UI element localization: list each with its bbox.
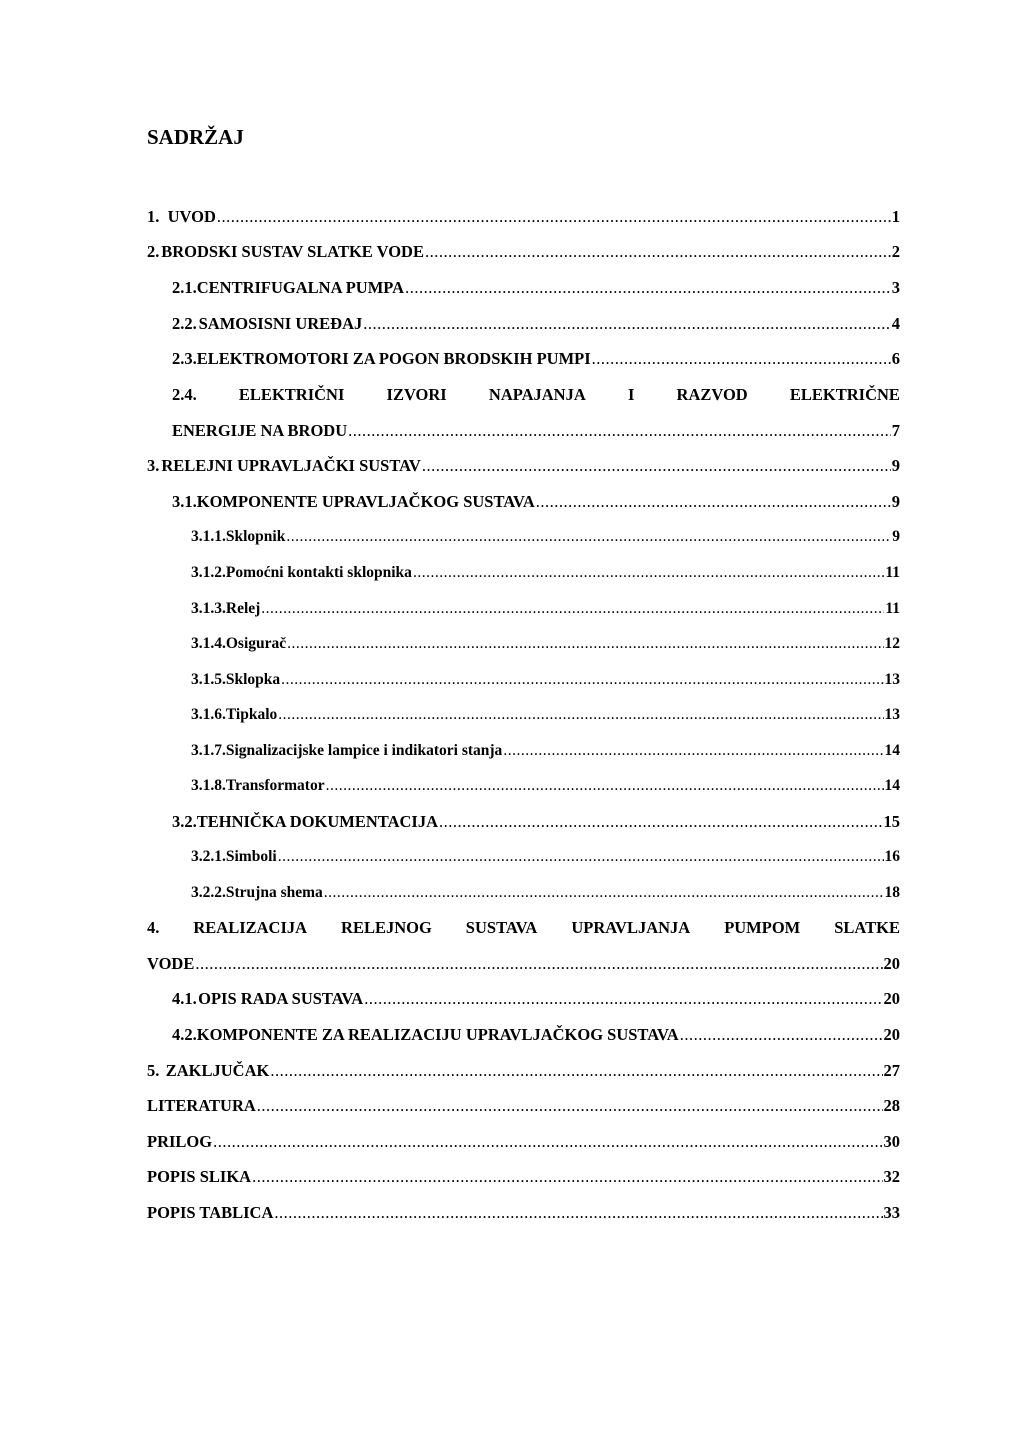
toc-entry[interactable] <box>191 702 900 728</box>
toc-entry[interactable] <box>191 560 900 586</box>
toc-number: 3.1.7. <box>191 742 226 759</box>
toc-entry[interactable] <box>172 346 900 372</box>
toc-page: 15 <box>883 812 900 831</box>
toc-page: 14 <box>884 777 900 794</box>
toc-word: ELEKTRIČNE <box>789 385 900 404</box>
toc-label: BRODSKI SUSTAV SLATKE VODE <box>161 242 424 261</box>
toc-page: 9 <box>891 492 900 511</box>
toc-page: 20 <box>883 954 900 973</box>
toc-label: ENERGIJE NA BRODU <box>172 421 348 440</box>
toc-leader <box>326 773 884 799</box>
toc-number: 3.2. <box>172 812 197 831</box>
toc-leader <box>261 596 884 622</box>
toc-label: ZAKLJUČAK <box>165 1061 270 1080</box>
toc-number: 2. <box>147 242 160 261</box>
toc-number: 1. <box>147 207 160 226</box>
toc-word: REALIZACIJA <box>193 918 308 937</box>
toc-word: ELEKTRIČNI <box>238 385 345 404</box>
toc-page: 11 <box>885 564 900 581</box>
toc-page: 14 <box>884 742 900 759</box>
toc-label: POPIS SLIKA <box>147 1167 252 1186</box>
toc-number: 3.1.4. <box>191 635 226 652</box>
toc-leader <box>680 1022 883 1048</box>
toc-leader <box>536 489 891 515</box>
toc-page: 33 <box>883 1203 900 1222</box>
toc-label: TEHNIČKA DOKUMENTACIJA <box>196 812 439 831</box>
toc-leader <box>278 844 884 870</box>
toc-page: 1 <box>891 207 900 226</box>
toc-number: 4. <box>147 918 160 937</box>
toc-number: 3.1.8. <box>191 777 226 794</box>
toc-label: Pomoćni kontakti sklopnika <box>225 564 412 581</box>
toc-page: 3 <box>891 278 900 297</box>
toc-entry[interactable] <box>191 880 900 906</box>
toc-label: OPIS RADA SUSTAVA <box>198 989 364 1008</box>
toc-entry-line[interactable] <box>147 915 900 941</box>
toc-entry[interactable] <box>191 667 900 693</box>
toc-leader <box>274 1200 882 1226</box>
toc-page: 20 <box>883 989 900 1008</box>
toc-number: 2.2. <box>172 314 197 333</box>
toc-entry[interactable] <box>147 1093 900 1119</box>
toc-label: Relej <box>225 600 261 617</box>
toc-page: 20 <box>883 1025 900 1044</box>
toc-label: LITERATURA <box>147 1096 256 1115</box>
toc-entry[interactable] <box>191 738 900 764</box>
toc-entry[interactable] <box>147 204 900 230</box>
toc-label: KOMPONENTE UPRAVLJAČKOG SUSTAVA <box>196 492 535 511</box>
toc-page: 28 <box>883 1096 900 1115</box>
toc-word: NAPAJANJA <box>488 385 586 404</box>
toc-entry[interactable] <box>191 596 900 622</box>
toc-leader <box>364 986 882 1012</box>
toc-leader <box>422 453 891 479</box>
toc-entry[interactable] <box>191 773 900 799</box>
toc-word: SUSTAVA <box>465 918 538 937</box>
toc-label: Osigurač <box>225 635 287 652</box>
toc-number: 3.1.2. <box>191 564 226 581</box>
toc-label: CENTRIFUGALNA PUMPA <box>196 278 405 297</box>
toc-label: Sklopka <box>225 671 281 688</box>
toc-label: Strujna shema <box>225 884 323 901</box>
toc-entry[interactable] <box>172 418 900 444</box>
toc-page: 32 <box>883 1167 900 1186</box>
toc-label: Sklopnik <box>225 528 286 545</box>
toc-number: 4.2. <box>172 1025 197 1044</box>
toc-page: 6 <box>891 349 900 368</box>
toc-entry[interactable] <box>191 631 900 657</box>
toc-word: PUMPOM <box>724 918 801 937</box>
toc-page: 2 <box>891 242 900 261</box>
toc-leader <box>281 667 883 693</box>
toc-label: PRILOG <box>147 1132 213 1151</box>
toc-entry[interactable] <box>191 524 900 550</box>
toc-leader <box>217 204 891 230</box>
toc-entry[interactable] <box>147 1164 900 1190</box>
toc-leader <box>413 560 884 586</box>
toc-leader <box>425 239 891 265</box>
toc-page: 18 <box>884 884 900 901</box>
toc-entry[interactable] <box>147 1058 900 1084</box>
toc-entry[interactable] <box>191 844 900 870</box>
toc-entry[interactable] <box>147 1129 900 1155</box>
toc-number: 5. <box>147 1061 160 1080</box>
toc-number: 4.1. <box>172 989 197 1008</box>
toc-leader <box>348 418 891 444</box>
toc-word: SLATKE <box>834 918 900 937</box>
toc-page: 9 <box>891 456 900 475</box>
page-title: SADRŽAJ <box>147 125 244 149</box>
toc-leader <box>270 1058 882 1084</box>
toc-entry[interactable] <box>147 951 900 977</box>
toc-leader <box>287 631 883 657</box>
toc-entry[interactable] <box>172 311 900 337</box>
toc-number: 3.2.2. <box>191 884 226 901</box>
toc-entry[interactable] <box>172 809 900 835</box>
toc-word: UPRAVLJANJA <box>571 918 691 937</box>
toc-label: Signalizacijske lampice i indikatori stanja <box>225 742 503 759</box>
toc-page: 12 <box>884 635 900 652</box>
toc-page: 4 <box>891 314 900 333</box>
toc-entry[interactable] <box>172 986 900 1012</box>
toc-label: KOMPONENTE ZA REALIZACIJU UPRAVLJAČKOG SUSTAVA <box>196 1025 679 1044</box>
toc-number: 3.1.1. <box>191 528 226 545</box>
toc-page: 13 <box>884 706 900 723</box>
toc-entry[interactable] <box>147 1200 900 1226</box>
toc-label: ELEKTROMOTORI ZA POGON BRODSKIH PUMPI <box>196 349 591 368</box>
toc-page: 9 <box>892 528 900 545</box>
toc-number: 3.1.6. <box>191 706 226 723</box>
toc-page: 11 <box>885 600 900 617</box>
toc-leader <box>195 951 882 977</box>
toc-leader <box>286 524 891 550</box>
toc-entry[interactable] <box>172 1022 900 1048</box>
toc-leader <box>503 738 883 764</box>
toc-leader <box>213 1129 882 1155</box>
toc-page: 7 <box>891 421 900 440</box>
toc-leader <box>257 1093 883 1119</box>
toc-leader <box>252 1164 882 1190</box>
toc-word: I <box>627 385 635 404</box>
toc-label: VODE <box>147 954 195 973</box>
toc-word: RAZVOD <box>676 385 748 404</box>
toc-page: 30 <box>883 1132 900 1151</box>
toc-entry[interactable] <box>172 275 900 301</box>
toc-label: POPIS TABLICA <box>147 1203 274 1222</box>
toc-entry[interactable] <box>147 239 900 265</box>
toc-page: 16 <box>884 848 900 865</box>
toc-number: 3.1.5. <box>191 671 226 688</box>
toc-label: Simboli <box>225 848 277 865</box>
toc-leader <box>363 311 890 337</box>
toc-page: 27 <box>883 1061 900 1080</box>
toc-leader <box>439 809 882 835</box>
toc-number: 2.1. <box>172 278 197 297</box>
toc-label: SAMOSISNI UREĐAJ <box>198 314 363 333</box>
toc-label: RELEJNI UPRAVLJAČKI SUSTAV <box>161 456 421 475</box>
toc-word: IZVORI <box>386 385 447 404</box>
toc-number: 3.1.3. <box>191 600 226 617</box>
toc-leader <box>592 346 891 372</box>
toc-label: Tipkalo <box>225 706 278 723</box>
toc-leader <box>324 880 884 906</box>
toc-number: 3.1. <box>172 492 197 511</box>
toc-number: 2.3. <box>172 349 197 368</box>
toc-word: RELEJNOG <box>341 918 432 937</box>
toc-leader <box>278 702 883 728</box>
toc-page: 13 <box>884 671 900 688</box>
toc-label: UVOD <box>167 207 216 226</box>
toc-number: 3.2.1. <box>191 848 226 865</box>
toc-label: Transformator <box>225 777 325 794</box>
toc-leader <box>405 275 891 301</box>
toc-number: 2.4. <box>172 385 197 404</box>
toc-number: 3. <box>147 456 160 475</box>
toc-entry[interactable] <box>147 453 900 479</box>
toc-entry-line[interactable] <box>172 382 900 408</box>
toc-entry[interactable] <box>172 489 900 515</box>
